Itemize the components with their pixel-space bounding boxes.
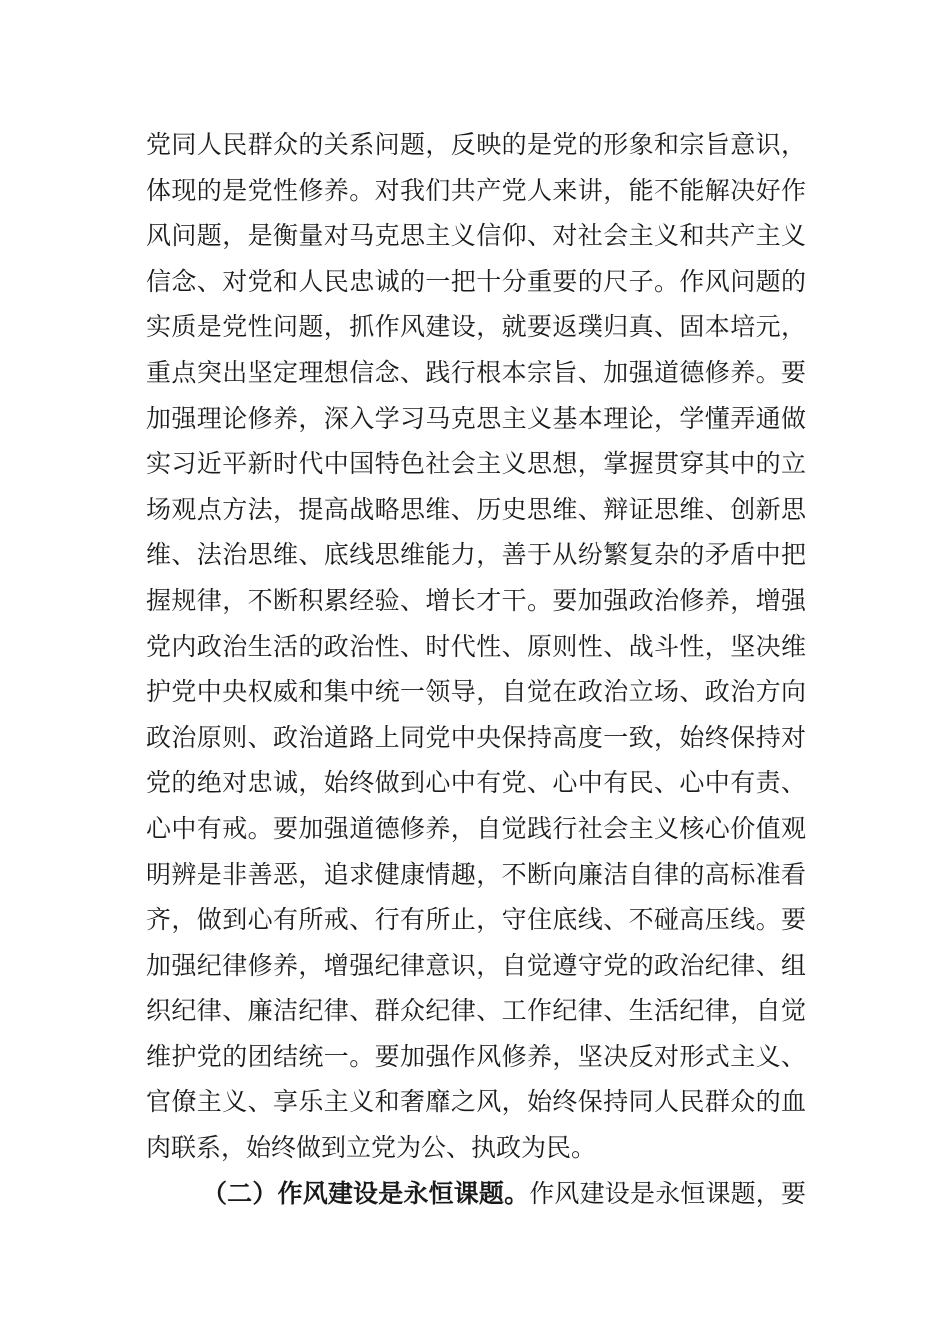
text-line: 风问题，是衡量对马克思主义信仰、对社会主义和共产主义 (146, 221, 806, 251)
text-line: 心中有戒。要加强道德修养，自觉践行社会主义核心价值观 (146, 813, 806, 843)
body-text (146, 122, 806, 1216)
text-line: 维护党的团结统一。要加强作风修养，坚决反对形式主义、 (146, 1041, 806, 1071)
text-line: 织纪律、廉洁纪律、群众纪律、工作纪律、生活纪律，自觉 (146, 996, 806, 1026)
section-text: 作风建设是永恒课题，要 (529, 1178, 806, 1208)
text-line: 场观点方法，提高战略思维、历史思维、辩证思维、创新思 (146, 494, 806, 524)
text-line: 党内政治生活的政治性、时代性、原则性、战斗性，坚决维 (146, 631, 806, 661)
text-line: 党的绝对忠诚，始终做到心中有党、心中有民、心中有责、 (146, 768, 806, 798)
text-line: 加强纪律修养，增强纪律意识，自觉遵守党的政治纪律、组 (146, 950, 806, 980)
text-line: 体现的是党性修养。对我们共产党人来讲，能不能解决好作 (146, 175, 806, 205)
text-line: 维、法治思维、底线思维能力，善于从纷繁复杂的矛盾中把 (146, 540, 806, 570)
section-heading: （二）作风建设是永恒课题。 (202, 1178, 530, 1208)
text-line: 齐，做到心有所戒、行有所止，守住底线、不碰高压线。要 (146, 905, 806, 935)
text-line: 官僚主义、享乐主义和奢靡之风，始终保持同人民群众的血 (146, 1087, 806, 1117)
text-line: 明辨是非善恶，追求健康情趣，不断向廉洁自律的高标准看 (146, 859, 806, 889)
text-line: 政治原则、政治道路上同党中央保持高度一致，始终保持对 (146, 722, 806, 752)
text-line: 护党中央权威和集中统一领导，自觉在政治立场、政治方向 (146, 677, 806, 707)
text-line: 信念、对党和人民忠诚的一把十分重要的尺子。作风问题的 (146, 266, 806, 296)
section-heading-line (146, 1171, 806, 1217)
text-line: 加强理论修养，深入学习马克思主义基本理论，学懂弄通做 (146, 403, 806, 433)
text-line: 握规律，不断积累经验、增长才干。要加强政治修养，增强 (146, 585, 806, 615)
text-line: 党同人民群众的关系问题，反映的是党的形象和宗旨意识， (146, 130, 806, 159)
text-line: 实习近平新时代中国特色社会主义思想，掌握贯穿其中的立 (146, 449, 806, 479)
text-line: 实质是党性问题，抓作风建设，就要返璞归真、固本培元， (146, 312, 806, 342)
text-line: 重点突出坚定理想信念、践行根本宗旨、加强道德修养。要 (146, 357, 806, 387)
text-line: 肉联系，始终做到立党为公、执政为民。 (146, 1133, 597, 1163)
